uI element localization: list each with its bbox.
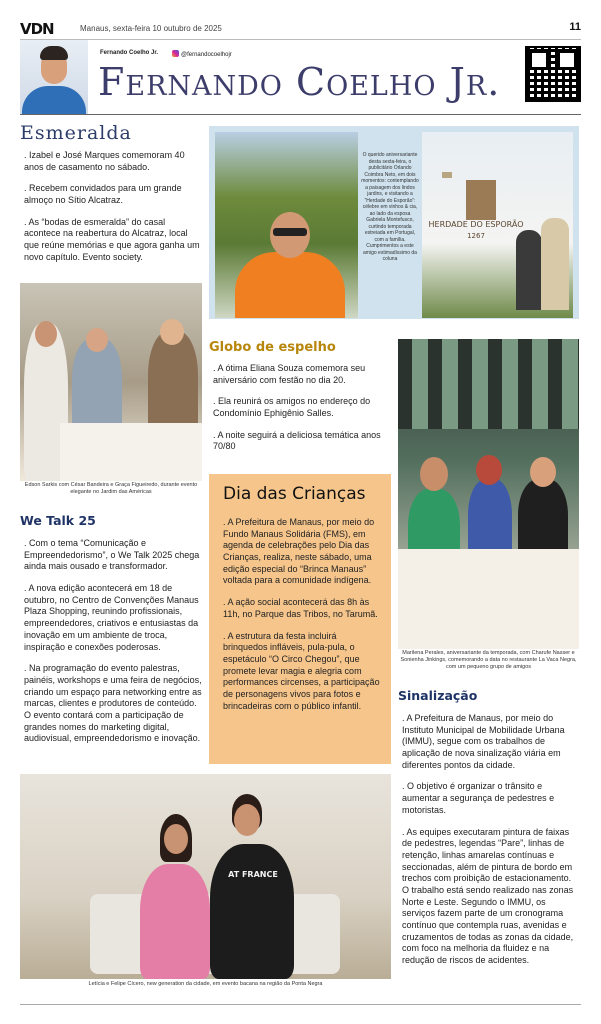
qr-code-icon bbox=[525, 46, 581, 102]
sinalizacao-heading: Sinalização bbox=[398, 688, 478, 703]
sinalizacao-paragraph: . As equipes executaram pintura de faixas de pedestres, legendas “Pare”, linhas de retenção, linhas amarelas contínuas e seccionadas, além de pintura de bordo em trechos com proibição de estacionamento. O trabalho está sendo realizado nas zonas Norte e Leste. Segundo o IMMU, os serviços fazem parte de um cronograma contínuo que contempla ruas, avenidas e cruzamentos de todas as zonas da cidade, com foco na melhoria da fluidez e na redução de riscos de acidentes. bbox=[402, 826, 574, 966]
globo-paragraph: . Ela reunirá os amigos no endereço do Condomínio Ephigênio Salles. bbox=[213, 396, 371, 419]
esmeralda-paragraph: . Recebem convidados para um grande almoço no Sítio Alcatraz. bbox=[24, 183, 182, 206]
instagram-icon bbox=[172, 50, 179, 57]
page-number: 11 bbox=[569, 21, 581, 33]
criancas-paragraph: . A ação social acontecerá das 8h às 11h, no Parque das Tribos, no Tarumã. bbox=[223, 597, 378, 619]
esmeralda-paragraph: . As “bodas de esmeralda” do casal acontece na reabertura do Alcatraz, local que reúne memórias e que agora ganha um novo capítulo. Evento society. bbox=[24, 216, 200, 262]
instagram-handle bbox=[172, 50, 232, 58]
esmeralda-photo-caption: Edson Sarkis com César Bandeira e Graça Figueiredo, durante evento elegante no Jardim das Américas bbox=[24, 482, 198, 496]
couple-photo bbox=[20, 774, 391, 979]
sinalizacao-section bbox=[398, 688, 580, 977]
wetalk-paragraph: . Com o tema “Comunicação e Empreendedorismo”, o We Talk 2025 chega ainda mais ousado e transformador. bbox=[24, 538, 200, 572]
esmeralda-paragraph: . Izabel e José Marques comemoram 40 anos de casamento no sábado. bbox=[24, 150, 185, 172]
criancas-paragraph: . A estrutura da festa incluirá brinquedos infláveis, pula-pula, o espetáculo “O Circo Chegou”, que promete levar magia e alegria com performances circenses, a participação de personagens vivos para fotos e brincadeiras com o público infantil. bbox=[223, 630, 380, 711]
esmeralda-heading: Esmeralda bbox=[20, 122, 132, 144]
wetalk-heading: We Talk 25 bbox=[20, 513, 96, 528]
top-bar bbox=[20, 20, 581, 40]
sinalizacao-paragraph: . A Prefeitura de Manaus, por meio do Instituto Municipal de Mobilidade Urbana (IMMU), segue com os trabalhos de aplicação de nova sinalização viária em diferentes pontos da cidade. bbox=[402, 713, 565, 770]
herdade-sign: HERDADE DO ESPORÃO bbox=[428, 220, 524, 229]
inset-photo-herdade bbox=[422, 132, 573, 318]
masthead bbox=[20, 40, 581, 115]
newspaper-logo: VDN bbox=[20, 20, 54, 38]
sinalizacao-paragraph: . O objetivo é organizar o trânsito e aumentar a segurança de pedestres e motoristas. bbox=[402, 781, 555, 815]
wetalk-section bbox=[20, 513, 202, 755]
dateline: Manaus, sexta-feira 10 outubro de 2025 bbox=[80, 24, 222, 33]
shirt-print: AT FRANCE bbox=[228, 870, 278, 879]
column-title: Fernando Coelho Jr. bbox=[98, 60, 501, 104]
couple-photo-caption: Letícia e Felipe Cícero, new generation da cidade, em evento bacana na região da Ponta Negra bbox=[88, 981, 323, 987]
columnist-avatar bbox=[20, 40, 88, 114]
globo-heading: Globo de espelho bbox=[209, 340, 336, 355]
criancas-paragraph: . A Prefeitura de Manaus, por meio do Fundo Manaus Solidária (FMS), em agenda de celebrações pelo Dia das Crianças, realiza, neste sábado, uma edição especial do “Brinca Manaus” voltada para a comunidade indígena. bbox=[223, 517, 375, 586]
esmeralda-photo bbox=[20, 283, 202, 481]
instagram-handle-text: @fernandocoelhojr bbox=[181, 52, 232, 58]
restaurant-photo-caption: Marilena Perales, aniversariante da temporada, com Charufe Nasser e Sonienha Jinkings, comemorando a data no restaurante La Vaca Negra, com um pequeno grupo de amigos bbox=[400, 650, 577, 671]
globo-paragraph: . A noite seguirá a deliciosa temática anos 70/80 bbox=[213, 429, 381, 452]
globo-section bbox=[209, 340, 391, 463]
herdade-sign-year: 1267 bbox=[467, 232, 485, 240]
inset-photo-garden bbox=[215, 132, 358, 318]
columnist-name: Fernando Coelho Jr. bbox=[100, 50, 159, 56]
restaurant-photo bbox=[398, 339, 579, 649]
inset-caption: O querido aniversariante desta sexta-feira, o publicitário Orlando Coimbra Neto, em dois momentos: contemplando a paisagem dos lindos jardins, e visitando a “Herdade do Esporão”: célebre em vinhos & cia, ao lado da esposa Gabriela Montefusco, curtindo temporada estreiada em Portugal, com a família. Cumprimentos a este amigo estimadíssimo da coluna bbox=[361, 152, 419, 262]
esmeralda-section bbox=[20, 122, 200, 274]
criancas-heading: Dia das Crianças bbox=[223, 484, 366, 504]
wetalk-paragraph: . A nova edição acontecerá em 18 de outubro, no Centro de Convenções Manaus Plaza Shopping, reunindo profissionais, empreendedores, criativos e entusiastas da inovação em um ambiente de troca, inspiração e conexões poderosas. bbox=[24, 583, 199, 652]
globo-paragraph: . A ótima Eliana Souza comemora seu aniversário com festão no dia 20. bbox=[213, 363, 366, 385]
wetalk-paragraph: . Na programação do evento palestras, painéis, workshops e uma feira de negócios, criando um espaço para networking entre as marcas, clientes e produtores de conteúdo. O evento contará com a participação de grandes nomes do marketing digital, audiovisual, empreendedorismo e inovação. bbox=[24, 663, 202, 744]
criancas-box bbox=[209, 474, 391, 764]
bottom-rule bbox=[20, 1004, 581, 1005]
